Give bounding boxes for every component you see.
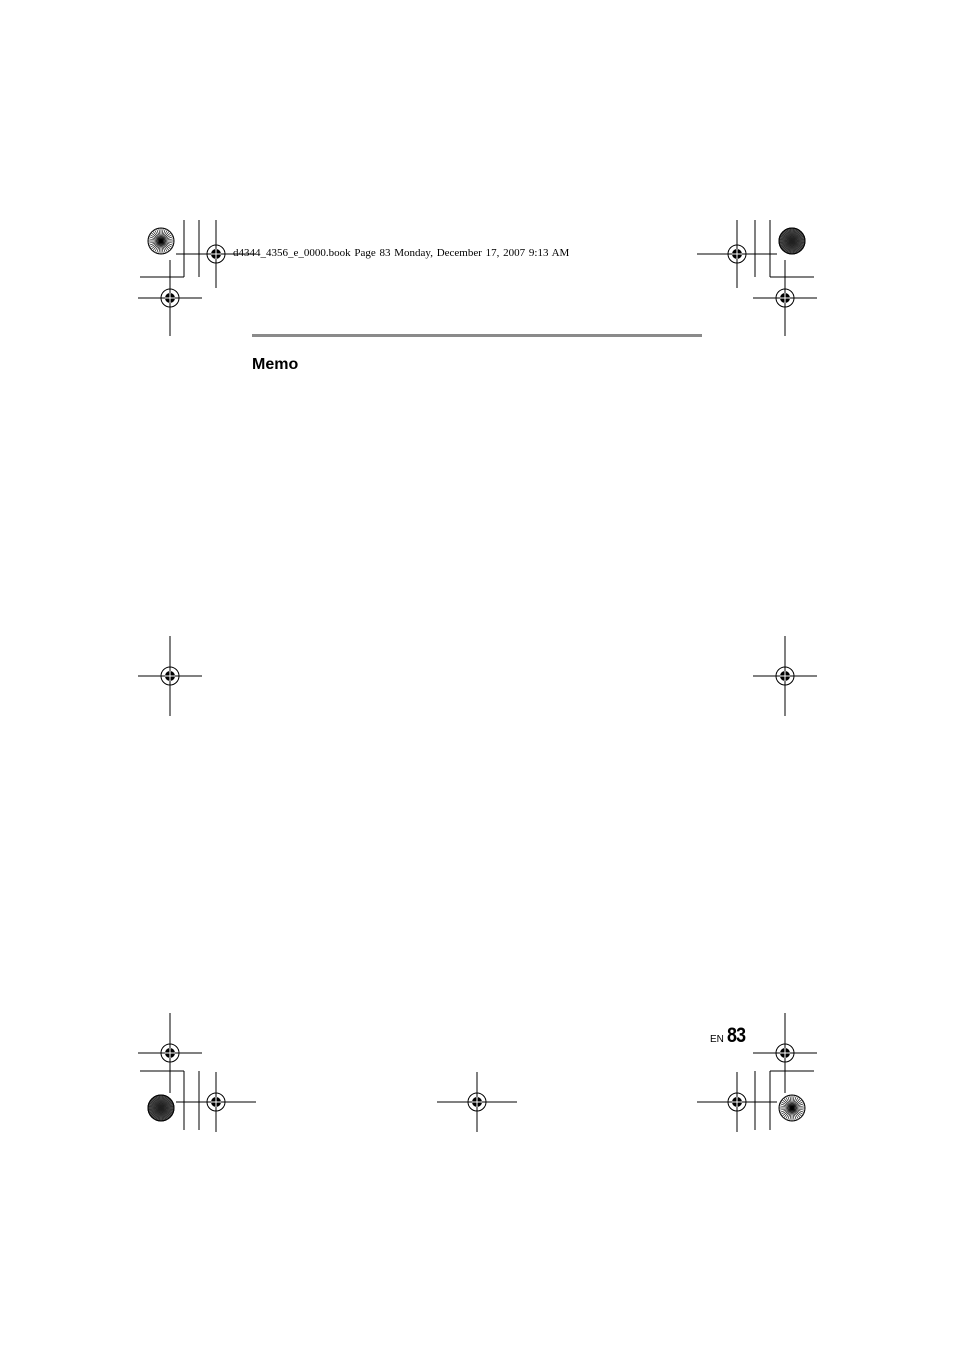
star-target-mark <box>779 1095 805 1121</box>
header-rule <box>252 334 702 337</box>
page-number: 83 <box>726 1024 746 1047</box>
registration-mark <box>437 1072 517 1132</box>
registration-mark <box>697 1072 777 1132</box>
registration-mark <box>753 260 817 336</box>
registration-mark <box>697 220 777 288</box>
registration-mark <box>138 260 202 336</box>
print-slug-line: d4344_4356_e_0000.book Page 83 Monday, December 17, 2007 9:13 AM <box>233 247 570 259</box>
star-target-mark <box>779 228 805 254</box>
registration-mark <box>176 1072 256 1132</box>
registration-mark <box>753 636 817 716</box>
crop-marks <box>140 220 814 1130</box>
color-target-marks <box>148 228 805 1121</box>
registration-mark <box>753 1013 817 1093</box>
page-footer <box>710 1024 748 1048</box>
star-target-mark <box>148 1095 174 1121</box>
registration-marks <box>138 220 817 1132</box>
star-target-mark <box>148 228 174 254</box>
language-code: EN <box>710 1034 724 1045</box>
registration-mark <box>138 1013 202 1093</box>
page-title: Memo <box>252 356 299 373</box>
registration-mark <box>138 636 202 716</box>
